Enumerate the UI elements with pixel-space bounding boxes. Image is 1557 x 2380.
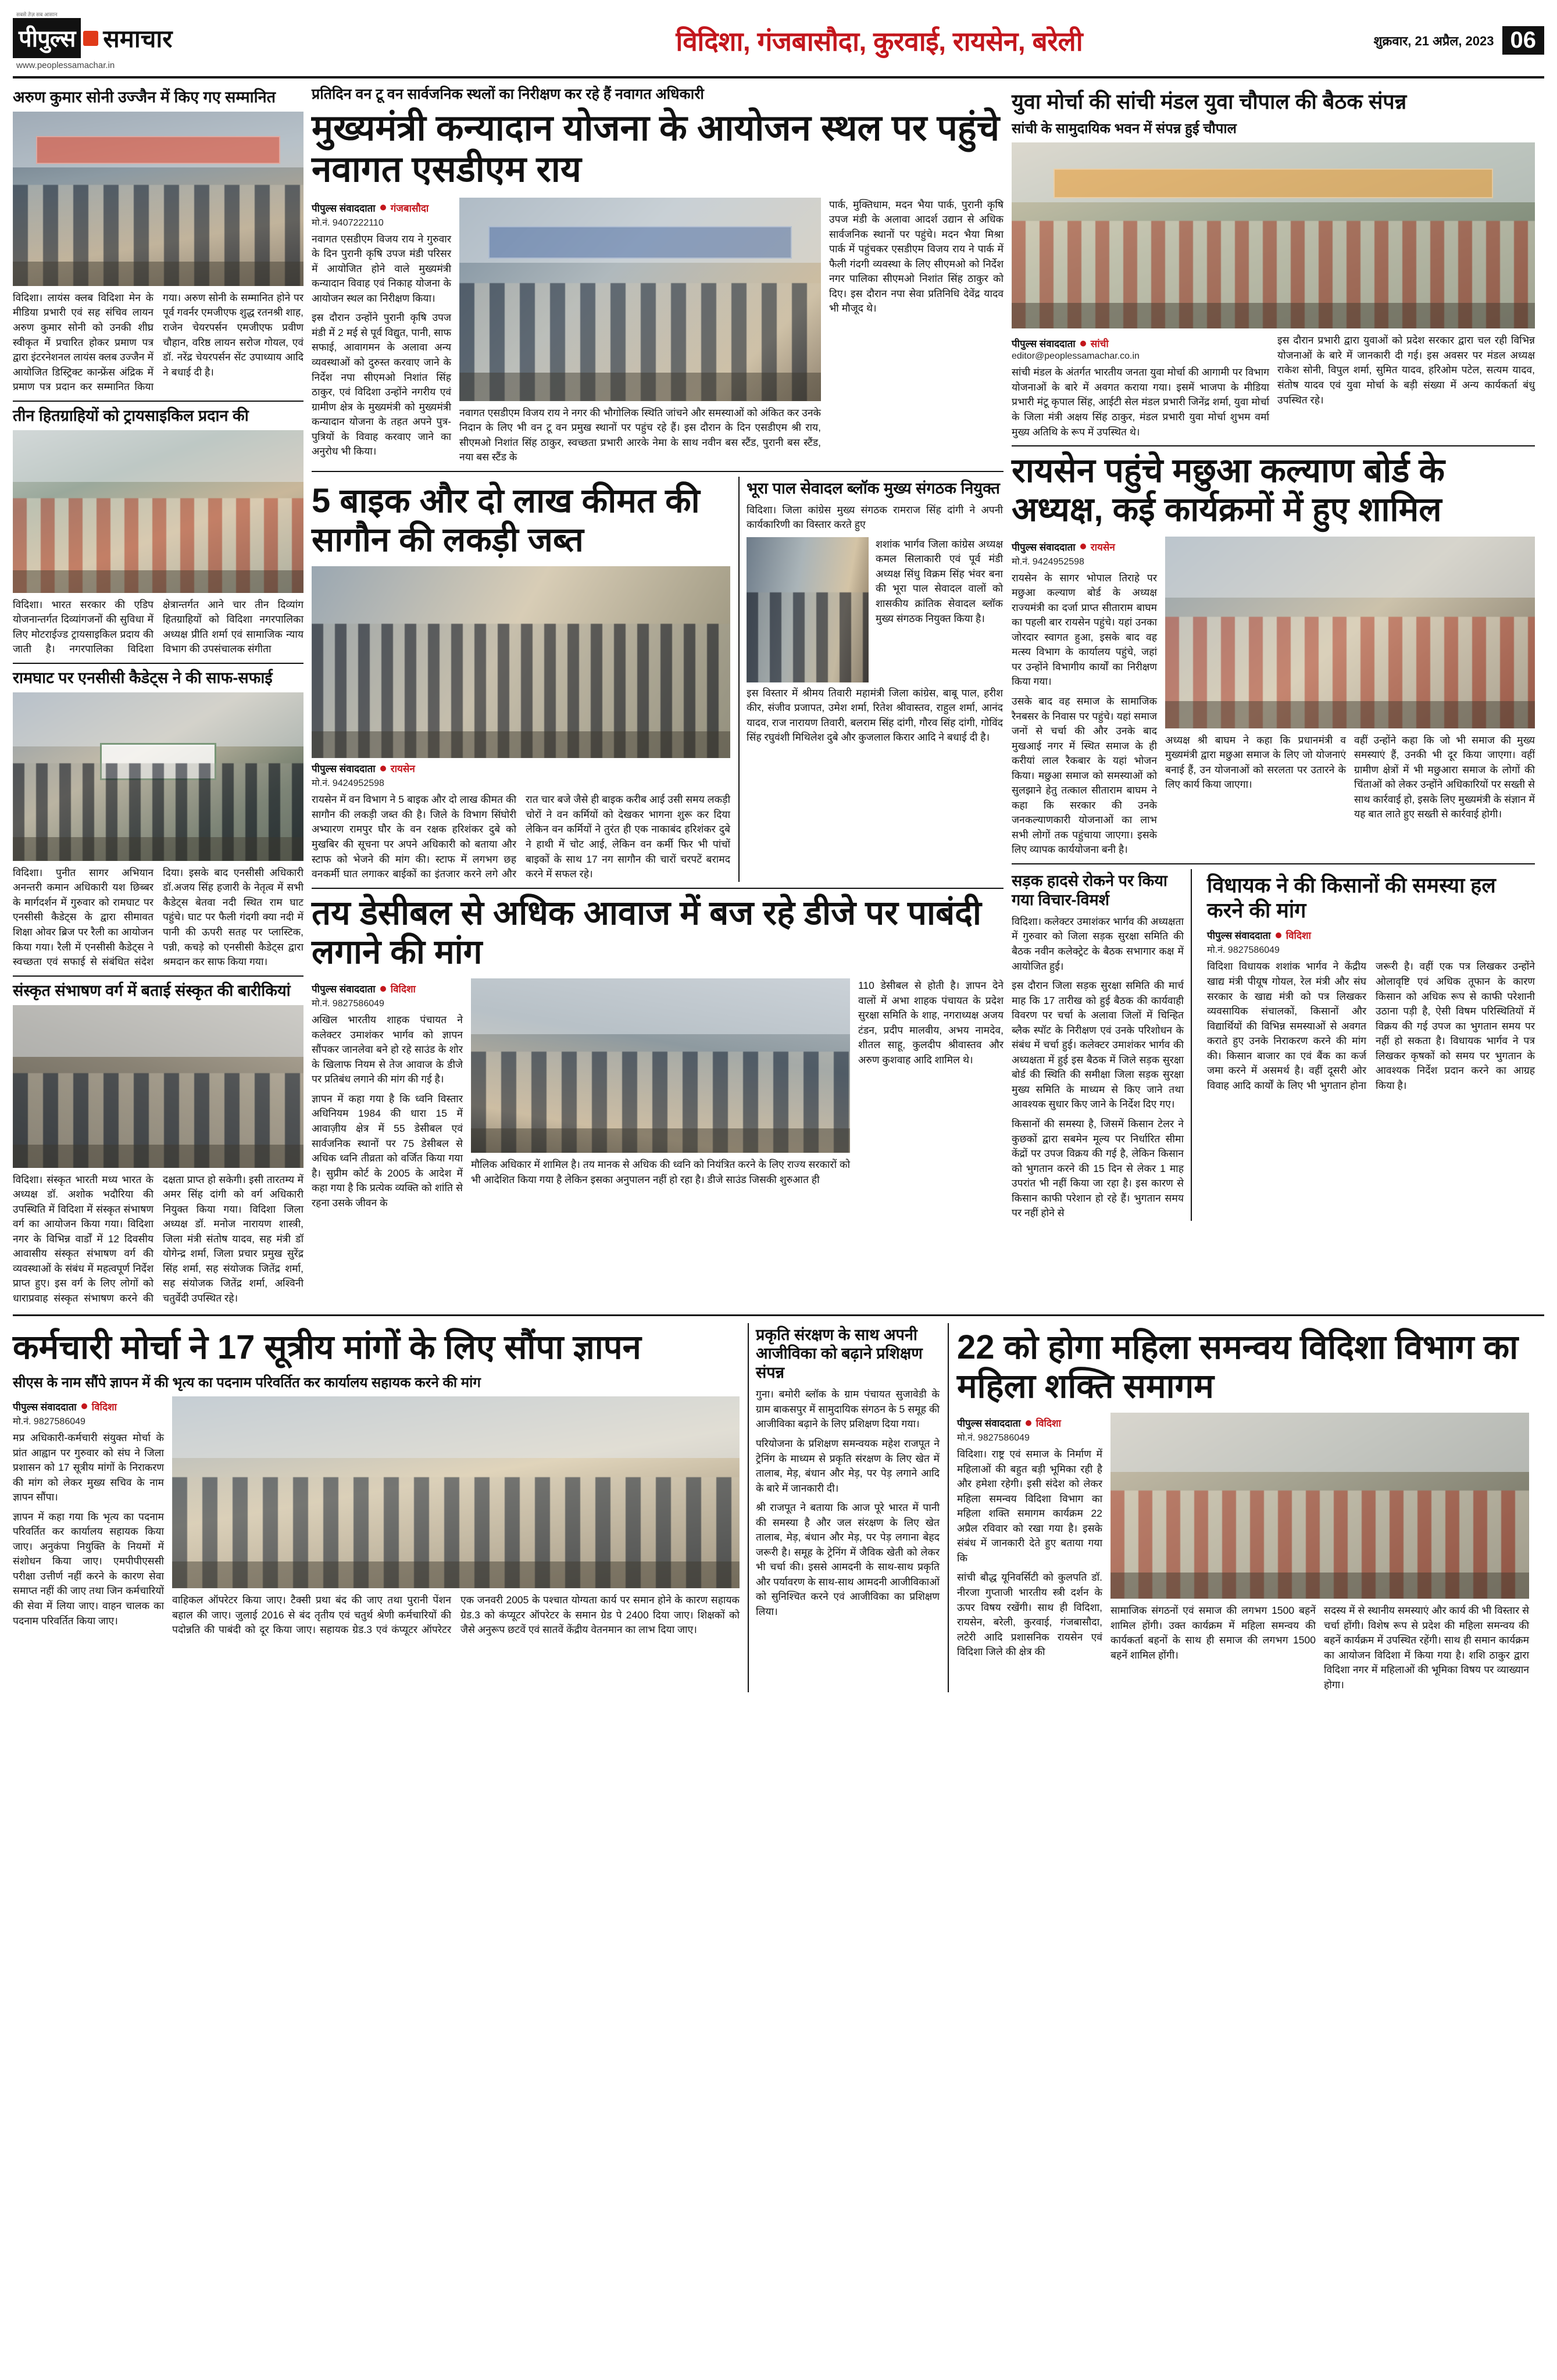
story-body-c: श्री राजपूत ने बताया कि आज पूरे भारत में पानी की समस्या है और जल संरक्षण के लिए खेत तालाब, मेड़, बंधान और मेड़, पर पेड़ लगाना बेहद जरूरी है। समूह के ट्रेनिंग में जैविक खेती को लेकर भी चर्चा की। इससे आमदनी के साथ-साथ प्रकृति और पर्यावरण के साथ-साथ आमदनी आजीविकाओं को सुनिश्चित करने एवं आजीविका का प्रशिक्षण लिया। bbox=[756, 1502, 940, 1617]
story-headline: युवा मोर्चा की सांची मंडल युवा चौपाल की बैठक संपन्न bbox=[1012, 90, 1407, 113]
story-headline: रामघाट पर एनसीसी कैडेट्स ने की साफ-सफाई bbox=[13, 669, 273, 687]
story-ncc-cleanup bbox=[13, 669, 303, 970]
mid-row-2 bbox=[312, 477, 1004, 882]
story-mla-farmer-demand bbox=[1200, 869, 1535, 1221]
story-body-b: इस दौरान उन्होंने पुरानी कृषि उपज मंडी में 2 मई से पूर्व विद्युत, पानी, साफ सफाई, आवागमन के अलावा अन्य व्यवस्थाओं को दुरुस्त करवाए जाने के निर्देश नपा सीएमओ निशांत सिंह ठाकुर, एवं विदिशा उन्होंने नगरीय एवं ग्रामीण क्षेत्र के मुख्यमंत्री को मुख्यमंत्री कन्यादान योजना के तहत अपने पुत्र-पुत्रियों के विवाह करवाए जाने का अनुरोध भी किया। bbox=[312, 312, 451, 458]
story-headline: विधायक ने की किसानों की समस्या हल करने की मांग bbox=[1207, 873, 1496, 923]
story-body bbox=[13, 1173, 303, 1306]
story-body-c: किसानों की समस्या है, जिसमें किसान टेलर ने कुछकों द्वारा सबमेन मूल्य पर निर्धारित सीमा केंद्रों पर उपज विक्रय की गई है, लेकिन किसान को भुगतान करने की 15 दिन से लेकर 1 माह उपरांत भी नहीं किया जा रहा है। इस कारण से किसान काफी परेशान हो रहे हैं। भुगतान समय पर नहीं होने से bbox=[1012, 1118, 1184, 1219]
story-body-intro: विदिशा। जिला कांग्रेस मुख्य संगठक रामराज सिंह दांगी ने अपनी कार्यकारिणी का विस्तार करते हुए bbox=[747, 503, 1003, 531]
byline-place: रायसेन bbox=[1090, 541, 1115, 553]
story-arun-sahni bbox=[13, 88, 303, 395]
story-photo bbox=[312, 566, 730, 758]
byline-place: गंजबासौदा bbox=[390, 202, 429, 214]
story-photo bbox=[471, 978, 850, 1153]
story-sub-row bbox=[1110, 1603, 1529, 1692]
story-row bbox=[13, 1396, 740, 1638]
story-body-a: विदिशा। पुनीत सागर अभियान अनन्तरी कमान अधिकारी यश छिब्बर के मार्गदर्शन में गुरुवार को रामघाट पर एनसीसी कैडेट्स के द्वारा सीमावत शिक्षा ओवर ब्रिज पर रैली का आयोजन किया गया। रैली में एनसीसी कैडेट्स ने स्वच्छता एवं सफाई से संबंधित संदेश दिया। bbox=[13, 866, 184, 968]
story-dj-noise-ban bbox=[312, 894, 1004, 1211]
byline-place: सांची bbox=[1090, 338, 1109, 350]
story-bikes-teak-seized bbox=[312, 477, 730, 882]
story-col-2 bbox=[1165, 537, 1535, 857]
story-bhura-pal-appointed bbox=[738, 477, 1003, 882]
byline-bullet-icon bbox=[1276, 932, 1281, 938]
story-body-a: विदिशा। लायंस क्लब विदिशा मेन के मीडिया प्रभारी एवं सह संचिव लायन अरुण कुमार सोनी को उनकी शीघ्र स्वीकृत मेें प्रचारित होकर प्रमाण पत्र द्वारा इंटरनेशनल लायंस क्लब उज्जैन में आयोजित डिस्ट्रिक्ट कान्फ्रेंस अंद्रिक में प्रमाण पत्र प्रदान कर सम्मानित किया गया। bbox=[13, 291, 181, 393]
page-number: 06 bbox=[1502, 26, 1545, 55]
byline bbox=[312, 201, 451, 215]
story-body: विदिशा। भारत सरकार की एडिप योजनान्तर्गत दिव्यांगजनों की सुविधा में लिए मोटराईज्ड ट्रायसाइकिल प्रदाय की जाती है। नगरपालिका विदिशा क्षेत्रान्तर्गत आने चार तीन दिव्यांग हितग्राहियों को विदिशा नगरपालिका अध्यक्ष प्रीति शर्मा एवं सामाजिक न्याय विभाग की उपसंचालक संगीता bbox=[13, 598, 303, 655]
byline-bullet-icon bbox=[1080, 544, 1086, 549]
byline-mobile: मो.नं. 9827586049 bbox=[13, 1416, 85, 1427]
story-women-shakti-samagam bbox=[948, 1323, 1529, 1693]
story-headline: रायसेन पहुंचे मछुआ कल्याण बोर्ड के अध्यक्ष, कई कार्यक्रमों में हुए शामिल bbox=[1012, 452, 1445, 529]
logo-secondary-text: समाचार bbox=[103, 25, 173, 52]
story-body bbox=[13, 866, 303, 970]
edition-cities: विदिशा, गंजबासौदा, कुरवाई, रायसेन, बरेली bbox=[676, 26, 1083, 56]
byline-bullet-icon bbox=[380, 205, 386, 210]
story-col-3 bbox=[858, 978, 1004, 1210]
story-body-c: सांची बौद्ध यूनिवर्सिटी को कुलपति डॉ. नीरजा गुप्ताजी भारतीय स्त्री दर्शन के ऊपर विषय रखेंगी। साथ ही विदिशा, रायसेन, बरेली, कुरवाई, गंजबासौदा, लटेरी आदि प्रशासनिक रायसेन एवं विदिशा जिले की क्षेत्र की bbox=[957, 1571, 1102, 1658]
story-body-b: इस विस्तार में श्रीमय तिवारी महामंत्री जिला कांग्रेस, बाबू पाल, हरीश कीर, संजीव प्रजापत, उमेश शर्मा, रितेश श्रीवास्तव, राहुल शर्मा, आनंद यादव, राज नारायण तिवारी, बलराम सिंह दांगी, गौरव सिंह दांगी, गोविंद सिंह रघुवंशी मिथिलेश दुबे और कुजलाल किरार आदि ने बधाई दी है। bbox=[747, 687, 1003, 744]
middle-column bbox=[312, 85, 1004, 1306]
story-body-a: गुना। बमोरी ब्लॉक के ग्राम पंचायत सुजावेडी के ग्राम बाकसपुर में सामुदायिक संगठन के 5 समूह की आजीविका बढ़ाने के लिए प्रशिक्षण दिया गया। bbox=[756, 1388, 940, 1430]
byline-place: विदिशा bbox=[1285, 930, 1311, 942]
byline bbox=[312, 982, 463, 995]
byline-bullet-icon bbox=[81, 1403, 87, 1409]
story-body-b: इसके बाद एनसीसी अधिकारी डॉ.अजय सिंह हजारी के नेतृत्व में सभी कैडेट्स बेतवा नदी स्थित राम घाट पहुंचे। घाट पर फैली गंदगी क्या नदी में पानी की ऊपरी सतह पर प्लास्टिक, पन्नी, कचड़े को एनसीसी कैडेट्स द्वारा श्रमदान कर साफ किया गया। bbox=[163, 866, 303, 968]
byline-mobile: मो.नं. 9827586049 bbox=[312, 999, 384, 1009]
story-photo bbox=[13, 112, 303, 286]
byline bbox=[1207, 928, 1535, 942]
story-body-a: रायसेन के सागर भोपाल तिराहे पर मछुआ कल्याण बोर्ड के अध्यक्ष राज्यमंत्री का दर्जा प्राप्त सीताराम बाघम का पहली बार रायसेन पहुंचे। यहां उनका जोरदार स्वागत हुआ, इसके बाद वह मत्स्य विभाग के कार्यालय पहुंचे, जहां पर उन्होंने विभागीय कार्यों का निरीक्षण किया गया। bbox=[1012, 571, 1157, 688]
byline-author: पीपुल्स संवाददाता bbox=[312, 202, 376, 214]
story-body-c: वाहिकल ऑपरेटर किया जाए। टैक्सी प्रथा बंद की जाए तथा पुरानी पेंशन बहाल की जाए। जुलाई 2016 से बंद तृतीय एवं चतुर्थ श्रेणी कर्मचारियों की पदोन्नति की पाबंदी को दूर किया जाए। सहायक ग्रेड.3 एवं कंप्यूटर ऑपरेटर एक जनवरी 2005 के पश्चात bbox=[172, 1593, 569, 1636]
story-tricycle bbox=[13, 406, 303, 657]
byline-author: पीपुल्स संवाददाता bbox=[1207, 930, 1271, 942]
story-body bbox=[312, 792, 730, 881]
story-body-a: विदिशा। संस्कृत भारती मध्य भारत के अध्यक्ष डॉ. अशोक भदौरिया की उपस्थिति में विदिशा में संस्कृत संभाषण वर्ग का आयोजन किया गया। विदिशा नगर के विभिन्न वार्डों में 12 दिवसीय आवासीय संस्कृत संभाषण वर्ग की व्यवस्थाओं के संबंध में महत्वपूर्ण निर्देश प्राप्त हुए। इस वर्ग के लिए लोगों को धाराप्रवाह संस्कृत संभाषण करने की दक्षता प्राप्त हो bbox=[13, 1173, 216, 1304]
lead-left-col bbox=[312, 198, 451, 465]
story-body-b: ज्ञापन में कहा गया है कि ध्वनि विस्तार अधिनियम 1984 की धारा 15 में आवाज़ीय क्षेत्र में 55 डेसीबल एवं सार्वजनिक स्थानों पर 75 डेसीबल से अधिक ध्वनि तीव्रता को वर्जित किया गया है। सुप्रीम कोर्ट के 2005 के आदेश में कहा गया है कि प्रत्येक व्यक्ति को शांति से रहना उसके जीवन के bbox=[312, 1092, 463, 1209]
story-fisherman-board-chairman bbox=[1012, 451, 1535, 857]
website-url[interactable]: www.peoplessamachar.in bbox=[16, 60, 115, 70]
story-body-d: योग्यता कार्य पर समान होने के कारण सहायक ग्रेड.3 को कंप्यूटर ऑपरेटर के समान ग्रेड पे 2400 दिया जाए। शिक्षकों को जैसे अनुरूप छटवें एवं सातवें केंद्रीय वेतनमान का लाभ दिया जाए। bbox=[460, 1593, 740, 1636]
person-caption: शशांक भार्गव जिला कांग्रेस अध्यक्ष कमल सिलाकारी एवं पूर्व मंडी अध्यक्ष सिंधु विक्रम सिंह भंवर बना की भूरा पाल सेवादल वालों को शासकीय क्रांतिक सेवादल ब्लॉक मुख्य संगठक नियुक्त किया है। bbox=[876, 538, 1003, 624]
story-headline: तीन हितग्राहियों को ट्रायसाइकिल प्रदान की bbox=[13, 406, 249, 424]
story-lead-sdm-visit bbox=[312, 85, 1004, 465]
story-photo bbox=[1012, 142, 1535, 328]
story-body-d: सदस्य में से स्थानीय समस्याएं और कार्य की भी विस्तार से चर्चा होंगी। विशेष रूप से प्रदेश की महिला समन्वय की बहनें कार्यक्रम में उपस्थित रहेंगी। साथ ही समान कार्यक्रम का आयोजन विदिशा में किया गया है। शशि ठाकुर द्वारा विदिशा नगर में महिलाओं की भूमिका विषय पर व्याख्यान होगा। bbox=[1324, 1604, 1529, 1691]
byline bbox=[1012, 337, 1269, 350]
story-photo bbox=[13, 1005, 303, 1168]
bottom-band bbox=[13, 1323, 1544, 1693]
byline-bullet-icon bbox=[1080, 341, 1086, 346]
story-photo bbox=[13, 692, 303, 861]
lead-right-col bbox=[829, 198, 1004, 465]
story-body-a: रायसेन में वन विभाग ने 5 बाइक और दो लाख कीमत की सागौन की लकड़ी जब्त की है। जिले के विभाग सिंघोरी अभ्यारण रामपुर घौर के वन रक्षक हरिशंकर दुबे को मुखबिर की सूचना पर अपने अधिकारी को बताया और स्टाफ को भेजने की मांग की। स्टाफ में लगभग छह bbox=[312, 794, 516, 865]
story-body-b: सामाजिक संगठनों एवं समाज की लगभग 1500 बहनें शामिल होंगी। उक्त कार्यक्रम में महिला समन्वय की कार्यकर्ता बहनों के साथ ही समाज की लगभग 1500 बहनें शामिल होंगी। bbox=[1110, 1604, 1316, 1661]
story-kicker: प्रतिदिन वन टू वन सार्वजनिक स्थलों का निरीक्षण कर रहे हैं नवागत अधिकारी bbox=[312, 86, 704, 102]
person-block bbox=[747, 537, 1003, 626]
story-body-b: किसान बाजार का एवं बैंक का कर्ज जमा करने में असमर्थ है। वहीं दूसरी ओर विवाह आदि कार्यों के लिए भी भुगतान होना जरूरी है। वहीं एक पत्र लिखकर उन्होंने ओलावृष्टि एवं अधिक तूफान के कारण किसान को अधिक रूप से काफी परेशानी उठाना पड़ी है, ऐसी विषम परिस्थितियों में विक्रय की गई उपज का भुगतान समय पर नहीं हो सकता है। विधायक भार्गव ने पत्र लिखकर कृषकों को समय पर भुगतान के आवश्यक निर्देश प्रदान करने का आग्रह किया है। bbox=[1207, 960, 1535, 1091]
story-body-d: पार्क, मुक्तिधाम, मदन भैया पार्क, पुरानी कृषि उपज मंडी के अलावा आदर्श उद्यान से अधिक सार्वजनिक स्थानों पर पहुंचे। मदन भैया मिश्रा पार्क में पहुंचकर एसडीएम विजय राय ने पार्क में फैली गंदगी व्यवस्था के लिए सीएमओ को निर्देश नगर पालिका सीएमओ निशांत सिंह ठाकुर को दिए। इस दौरान नपा सेवा प्रतिनिधि देवेंद्र यादव भी मौजूद थे। bbox=[829, 198, 1004, 315]
right-row-3 bbox=[1012, 869, 1535, 1221]
byline-mobile: मो.नं. 9424952598 bbox=[312, 778, 384, 789]
story-body-d: वहीं उन्होंने कहा कि जो भी समाज की मुख्य समस्याएं हैं, उनकी भी दूर किया जाएगा। वहीं ग्रामीण क्षेत्रों में भी मछुआरा समाज के लोगों की चिंताओं को लेकर उन्होंने अधिकारियों पर सख्ती से साथ कार्रवाई हो, इसके लिए मुख्यमंत्री के संज्ञान में यह बात लाते हुए सख्ती से कार्रवाई होगी। bbox=[1354, 734, 1535, 820]
story-col-2 bbox=[172, 1396, 740, 1638]
story-subhead: सांची के सामुदायिक भवन में संपन्न हुई चौपाल bbox=[1012, 121, 1237, 137]
person-portrait bbox=[747, 537, 869, 682]
story-headline: प्रकृति संरक्षण के साथ अपनी आजीविका को बढ़ाने प्रशिक्षण संपन्न bbox=[756, 1325, 923, 1382]
byline-mobile: मो.नं. 9827586049 bbox=[1207, 945, 1280, 956]
story-sanskrit-class bbox=[13, 981, 303, 1306]
story-body-c: अध्यक्ष श्री बाघम ने कहा कि प्रधानमंत्री व मुख्यमंत्री द्वारा मछुआ समाज के लिए जो योजनाएं बनाई हैं, उन योजनाओं को सरलता पर उतारने के लिए कार्य किया जाएगा। bbox=[1165, 734, 1346, 791]
story-livelihood-training bbox=[748, 1323, 940, 1693]
story-photo bbox=[13, 430, 303, 593]
story-body-b: उसके बाद वह समाज के सामाजिक रैनबसर के निवास पर पहुंचे। यहां समाज जनों से चर्चा की और उनके बाद मुखआई नगर में स्थित समाज के ही करीयां लाल रैकबार के यहां भोजन किया। मछुआ समाज को समस्याओं को सुलझाने हेतु तत्काल सीताराम बाघम ने कहा कि सरकार की उनके जनकल्याणकारी योजनाओं का लाभ सभी लोगों तक पहुंचाया जाएगा। इसके लिए व्यापक कार्ययोजना बनी है। bbox=[1012, 695, 1157, 856]
publication-date: शुक्रवार, 21 अप्रैल, 2023 bbox=[1373, 33, 1494, 48]
story-employee-memorandum bbox=[13, 1323, 740, 1693]
byline-author: पीपुल्स संवाददाता bbox=[312, 984, 376, 995]
story-headline: कर्मचारी मोर्चा ने 17 सूत्रीय मांगों के लिए सौंपा ज्ञापन bbox=[13, 1328, 641, 1366]
story-headline: सड़क हादसे रोकने पर किया गया विचार-विमर्श bbox=[1012, 872, 1167, 909]
story-headline: भूरा पाल सेवादल ब्लॉक मुख्य संगठक नियुक्त bbox=[747, 479, 1000, 497]
story-body-a: मप्र अधिकारी-कर्मचारी संयुक्त मोर्चा के प्रांत आह्वान पर गुरुवार को संघ ने जिला प्रशासन को 17 सूत्रीय मांगों के निराकरण की मांग को लेकर मुख्य सचिव के नाम ज्ञापन सौंपा। bbox=[13, 1431, 164, 1503]
story-headline: 5 बाइक और दो लाख कीमत की सागौन की लकड़ी जब्त bbox=[312, 481, 700, 559]
byline bbox=[957, 1416, 1102, 1430]
story-body-c: नवागत एसडीएम विजय राय ने नगर की भौगोलिक स्थिति जांचने और समस्याओं को अंकित कर उनके निदान के लिए भी वन टू वन प्रमुख स्थानों पर पहुंच रहे हैं। इस दौरान के दिन एसडीएम श्री राय, सीएमओ निशांत सिंह ठाकुर, स्वच्छता प्रभारी आरके नेमा के साथ नवीन बस स्टैंड, पुरानी बस स्टैंड, नया बस स्टैंड के bbox=[459, 406, 821, 463]
story-col-2 bbox=[1277, 333, 1535, 439]
story-headline: तय डेसीबल से अधिक आवाज में बज रहे डीजे पर पाबंदी लगाने की मांग bbox=[312, 894, 981, 971]
story-photo-main bbox=[459, 198, 821, 401]
byline-bullet-icon bbox=[380, 986, 386, 992]
story-headline: अरुण कुमार सोनी उज्जैन में किए गए सम्मानित bbox=[13, 88, 276, 106]
story-body-a: विदिशा। राष्ट्र एवं समाज के निर्माण में महिलाओं की बहुत बड़ी भूमिका रही है और हमेशा रहेगी। इसी संदेश को लेकर महिला समन्वय विदिशा विभाग का महिला शक्ति समागम कार्यक्रम 22 अप्रैल रविवार को रखा गया है। इसके संबंध में जानकारी देते हुए बताया गया कि bbox=[957, 1448, 1102, 1564]
byline bbox=[13, 1400, 164, 1413]
masthead bbox=[13, 10, 1544, 78]
story-col-1 bbox=[312, 978, 463, 1210]
story-headline: मुख्यमंत्री कन्यादान योजना के आयोजन स्थल पर पहुंचे नवागत एसडीएम राय bbox=[312, 108, 1000, 190]
byline-bullet-icon bbox=[380, 766, 386, 771]
story-subhead: सीएस के नाम सौंपे ज्ञापन में की भृत्य का पदनाम परिवर्तित कर कार्यालय सहायक करने की मांग bbox=[13, 1374, 481, 1391]
story-body-b: सकेगी। इसी तारतम्य में अमर सिंह दांगी को वर्ग अधिकारी नियुक्त किया गया। विदिशा जिला अध्यक्ष डॉ. मनोज नारायण शास्त्री, जिला मंत्री संतोष यादव, सह मंत्री डॉ योगेन्द्र शर्मा, जिला प्रचार प्रमुख सुरेंद्र सिंह शर्मा, सह संयोजक जितेंद्र शर्मा, सह संयोजक जितेंद्र शर्मा, अश्विनी चतुर्वेदी उपस्थित रहे। bbox=[163, 1173, 303, 1304]
logo-tagline-hindi: सबसे तेज़ सब आसान bbox=[16, 12, 58, 17]
masthead-editions bbox=[385, 23, 1374, 59]
story-body-a: विदिशा विधायक शशांक भार्गव ने केंद्रीय खाद्य मंत्री पीयूष गोयल, रेल मंत्री और संघ सरकार के खाद्य मंत्री को पत्र लिखकर व्यवसायिक संचालकों, किसानों और विद्यार्थियों की विभिन्न समस्याओं से अवगत कराते हुए उनके निराकरण करने की मांग की। bbox=[1207, 960, 1366, 1062]
story-body-a: सांची मंडल के अंतर्गत भारतीय जनता युवा मोर्चा की आगामी पर विभाग योजनाओं के बारे में अवगत कराया गया। इसमें भाजपा के मीडिया प्रभारी मंटू कृपाल सिंह, आईटी सेल मंडल प्रभारी जिनेंद्र शर्मा, युवा मोर्चा के जिला मंत्री अक्षय सिंह ठाकुर, मंडल प्रभारी युवा मोर्चा शुभम वर्मा मुख्य अतिथि के रूप में उपस्थित थे। bbox=[1012, 366, 1269, 438]
right-column bbox=[1012, 85, 1535, 1306]
story-body-b: अरुण सोनी के सम्मानित होने पर पूर्व गवर्नर एमजीएफ शुद्ध रतनश्री शाह, राजेन चेयरपर्सन एमजीएफ प्रवीण चौहान, वरिष्ठ लायन सरोज गोयल, एवं डॉ. नरेंद्र चेयरपर्सन सेंट उपाध्याय आदि ने बधाई दी है। bbox=[163, 291, 303, 378]
byline-author: पीपुल्स संवाददाता bbox=[1012, 338, 1076, 350]
page-grid bbox=[13, 85, 1544, 1306]
story-row bbox=[1012, 537, 1535, 857]
story-body-b: ज्ञापन में कहा गया कि भृत्य का पदनाम परिवर्तित कर कार्यालय सहायक किया जाए। अनुकंपा नियुक्ति के नियमों में संशोधन किया जाए। एमपीपीएससी परीक्षा उत्तीर्ण नहीं करने के कारण सेवा समाप्त नहीं की जाए तथा जिन कर्मचारियों की सेवा में लिया जाए। वाहन चालक का पदनाम परिवर्तित किया जाए। bbox=[13, 1510, 164, 1627]
story-col-1 bbox=[1012, 333, 1269, 439]
byline-place: विदिशा bbox=[91, 1401, 117, 1413]
story-col-1 bbox=[1012, 537, 1157, 857]
story-body-b: इस दौरान जिला सड़क सुरक्षा समिति की मार्च माह कि 17 तारीख को हुई बैठक की कार्यवाही विवरण पर चर्चा के अलावा जिलों में चिन्हित ब्लैक स्पॉट के निरीक्षण एवं उनके परिशोधन के संबंध में चर्चा हुई। कलेक्टर उमाशंकर भार्गव की अध्यक्षता में हुई इस बैठक में जिले सड़क सुरक्षा बोर्ड की स्थिति की समीक्षा जिला सड़क सुरक्षा मुख्य समिति के माध्यम से किए जाने तथा आवश्यक सुधार किए जाने के निर्देश दिए गए। bbox=[1012, 980, 1184, 1110]
story-body-row bbox=[1012, 333, 1535, 439]
story-body-b: वनकर्मी घात लगाकर बाईकों का इंतजार करने लगे और रात चार बजे जैसे ही बाइक करीब आई उसी समय लकड़ी चोरों ने वन कर्मियों को देखकर भागना शुरू कर दिया लेकिन वन कर्मियों ने तुरंत ही एक नाकाबंद हरिशंकर दुबे ने हाथी में चोट आई, लेकिन वन कर्मी फिर भी पांचों बाइकों के साथ 17 नग सागौन की चारों चरपटें बरामद करने में सफल रहे। bbox=[312, 794, 730, 880]
story-row bbox=[957, 1413, 1529, 1692]
byline-email[interactable]: editor@peoplessamachar.co.in bbox=[1012, 351, 1140, 362]
story-col-1 bbox=[957, 1413, 1102, 1692]
byline-author: पीपुल्स संवाददाता bbox=[957, 1418, 1021, 1430]
byline-author: पीपुल्स संवाददाता bbox=[1012, 541, 1076, 553]
lead-content-row bbox=[312, 198, 1004, 465]
byline-bullet-icon bbox=[1026, 1420, 1031, 1426]
story-body bbox=[1207, 959, 1535, 1093]
byline bbox=[312, 762, 730, 775]
story-yuva-morcha-meeting bbox=[1012, 89, 1535, 439]
byline-mobile: मो.नं. 9827586049 bbox=[957, 1433, 1030, 1443]
byline-place: रायसेन bbox=[390, 763, 415, 775]
story-body-b: परियोजना के प्रशिक्षण समन्वयक महेश राजपूत ने ट्रेनिंग के माध्यम से प्रकृति संरक्षण के लिए खेत में तालाब, मेड़, बंधान और मेड़, पर पेड़ लगाने आदि के बारे में जानकारी दी। bbox=[756, 1437, 940, 1494]
byline-place: विदिशा bbox=[1035, 1418, 1061, 1430]
story-body bbox=[13, 291, 303, 395]
left-column bbox=[13, 85, 303, 1306]
newspaper-logo bbox=[13, 10, 385, 70]
story-headline: 22 को होगा महिला समन्वय विदिशा विभाग का महिला शक्ति समागम bbox=[957, 1328, 1519, 1405]
story-body-a: नवागत एसडीएम विजय राय ने गुरुवार के दिन पुरानी कृषि उपज मंडी परिसर में आयोजित होने वाले मुख्यमंत्री कन्यादान विवाह एवं निकाह योजना के आयोजन स्थल का निरीक्षण किया। bbox=[312, 233, 451, 304]
story-body-b: इस दौरान प्रभारी द्वारा युवाओं को प्रदेश सरकार द्वारा चल रही विभिन्न योजनाओं के बारे में जानकारी दी गई। इस अवसर पर मंडल अध्यक्ष राकेश सोनी, विपुल शर्मा, सुमित यादव, हरिओम पटेल, सत्यम यादव, संतोष यादव एवं युवा मोर्चा के बड़ी संख्या में अन्य कार्यकर्ता बंधु उपस्थित रहे। bbox=[1277, 334, 1535, 406]
logo-primary-text: पीपुल्स bbox=[13, 18, 81, 58]
story-sub-row bbox=[1165, 733, 1535, 822]
masthead-date-page bbox=[1374, 26, 1545, 55]
story-body-c: मौलिक अधिकार में शामिल है। तय मानक से अधिक की ध्वनि को नियंत्रित करने के लिए राज्य सरकारों को भी आदेशित किया गया है लेकिन इसका अनुपालन नहीं हो रहा है। डीजे साउंड जिसकी शुरुआत ही bbox=[471, 1159, 850, 1185]
story-body-a: अखिल भारतीय शाहक पंचायत ने कलेक्टर उमाशंकर भार्गव को ज्ञापन सौंपकर जानलेवा बने हो रहे साउंड के शोर के खिलाफ नियम से तेज आवाज के डीजे पर प्रतिबंध लगाने की मांग की गई है। bbox=[312, 1014, 463, 1085]
story-photo bbox=[1165, 537, 1535, 728]
story-body-a: विदिशा। कलेक्टर उमाशंकर भार्गव की अध्यक्षता में गुरुवार को जिला सड़क सुरक्षा समिति की बैठक नवीन कलेक्ट्रेट के बैठक सभागार कक्ष में आयोजित हुई। bbox=[1012, 915, 1184, 972]
story-photo bbox=[1110, 1413, 1529, 1599]
lead-center-col bbox=[459, 198, 821, 465]
story-body-rest bbox=[172, 1593, 740, 1638]
story-headline: संस्कृत संभाषण वर्ग में बताई संस्कृत की बारीकियां bbox=[13, 981, 291, 999]
story-photo bbox=[172, 1396, 740, 1588]
byline bbox=[1012, 540, 1157, 553]
byline-author: पीपुल्स संवाददाता bbox=[13, 1401, 77, 1413]
story-col-1 bbox=[13, 1396, 164, 1638]
byline-place: विदिशा bbox=[390, 984, 416, 995]
story-road-safety-meeting bbox=[1012, 869, 1192, 1221]
byline-mobile: मो.नं. 9424952598 bbox=[1012, 556, 1084, 567]
byline-author: पीपुल्स संवाददाता bbox=[312, 763, 376, 775]
byline-mobile: मो.नं. 9407222110 bbox=[312, 217, 384, 228]
logo-dot-icon bbox=[83, 31, 98, 46]
story-row bbox=[312, 978, 1004, 1210]
story-col-2 bbox=[471, 978, 850, 1210]
story-body-d: 110 डेसीबल से होती है। ज्ञापन देने वालों में अभा शाहक पंचायत के प्रदेश सुरक्षा समिति के शाह, नगराध्यक्ष अजय टंडन, प्रदीप मालवीय, अभय नामदेव, शीतल साहू, कुलदीप श्रीवास्तव और अरुण कुशवाह आदि शामिल थे। bbox=[858, 980, 1004, 1066]
story-col-2 bbox=[1110, 1413, 1529, 1692]
